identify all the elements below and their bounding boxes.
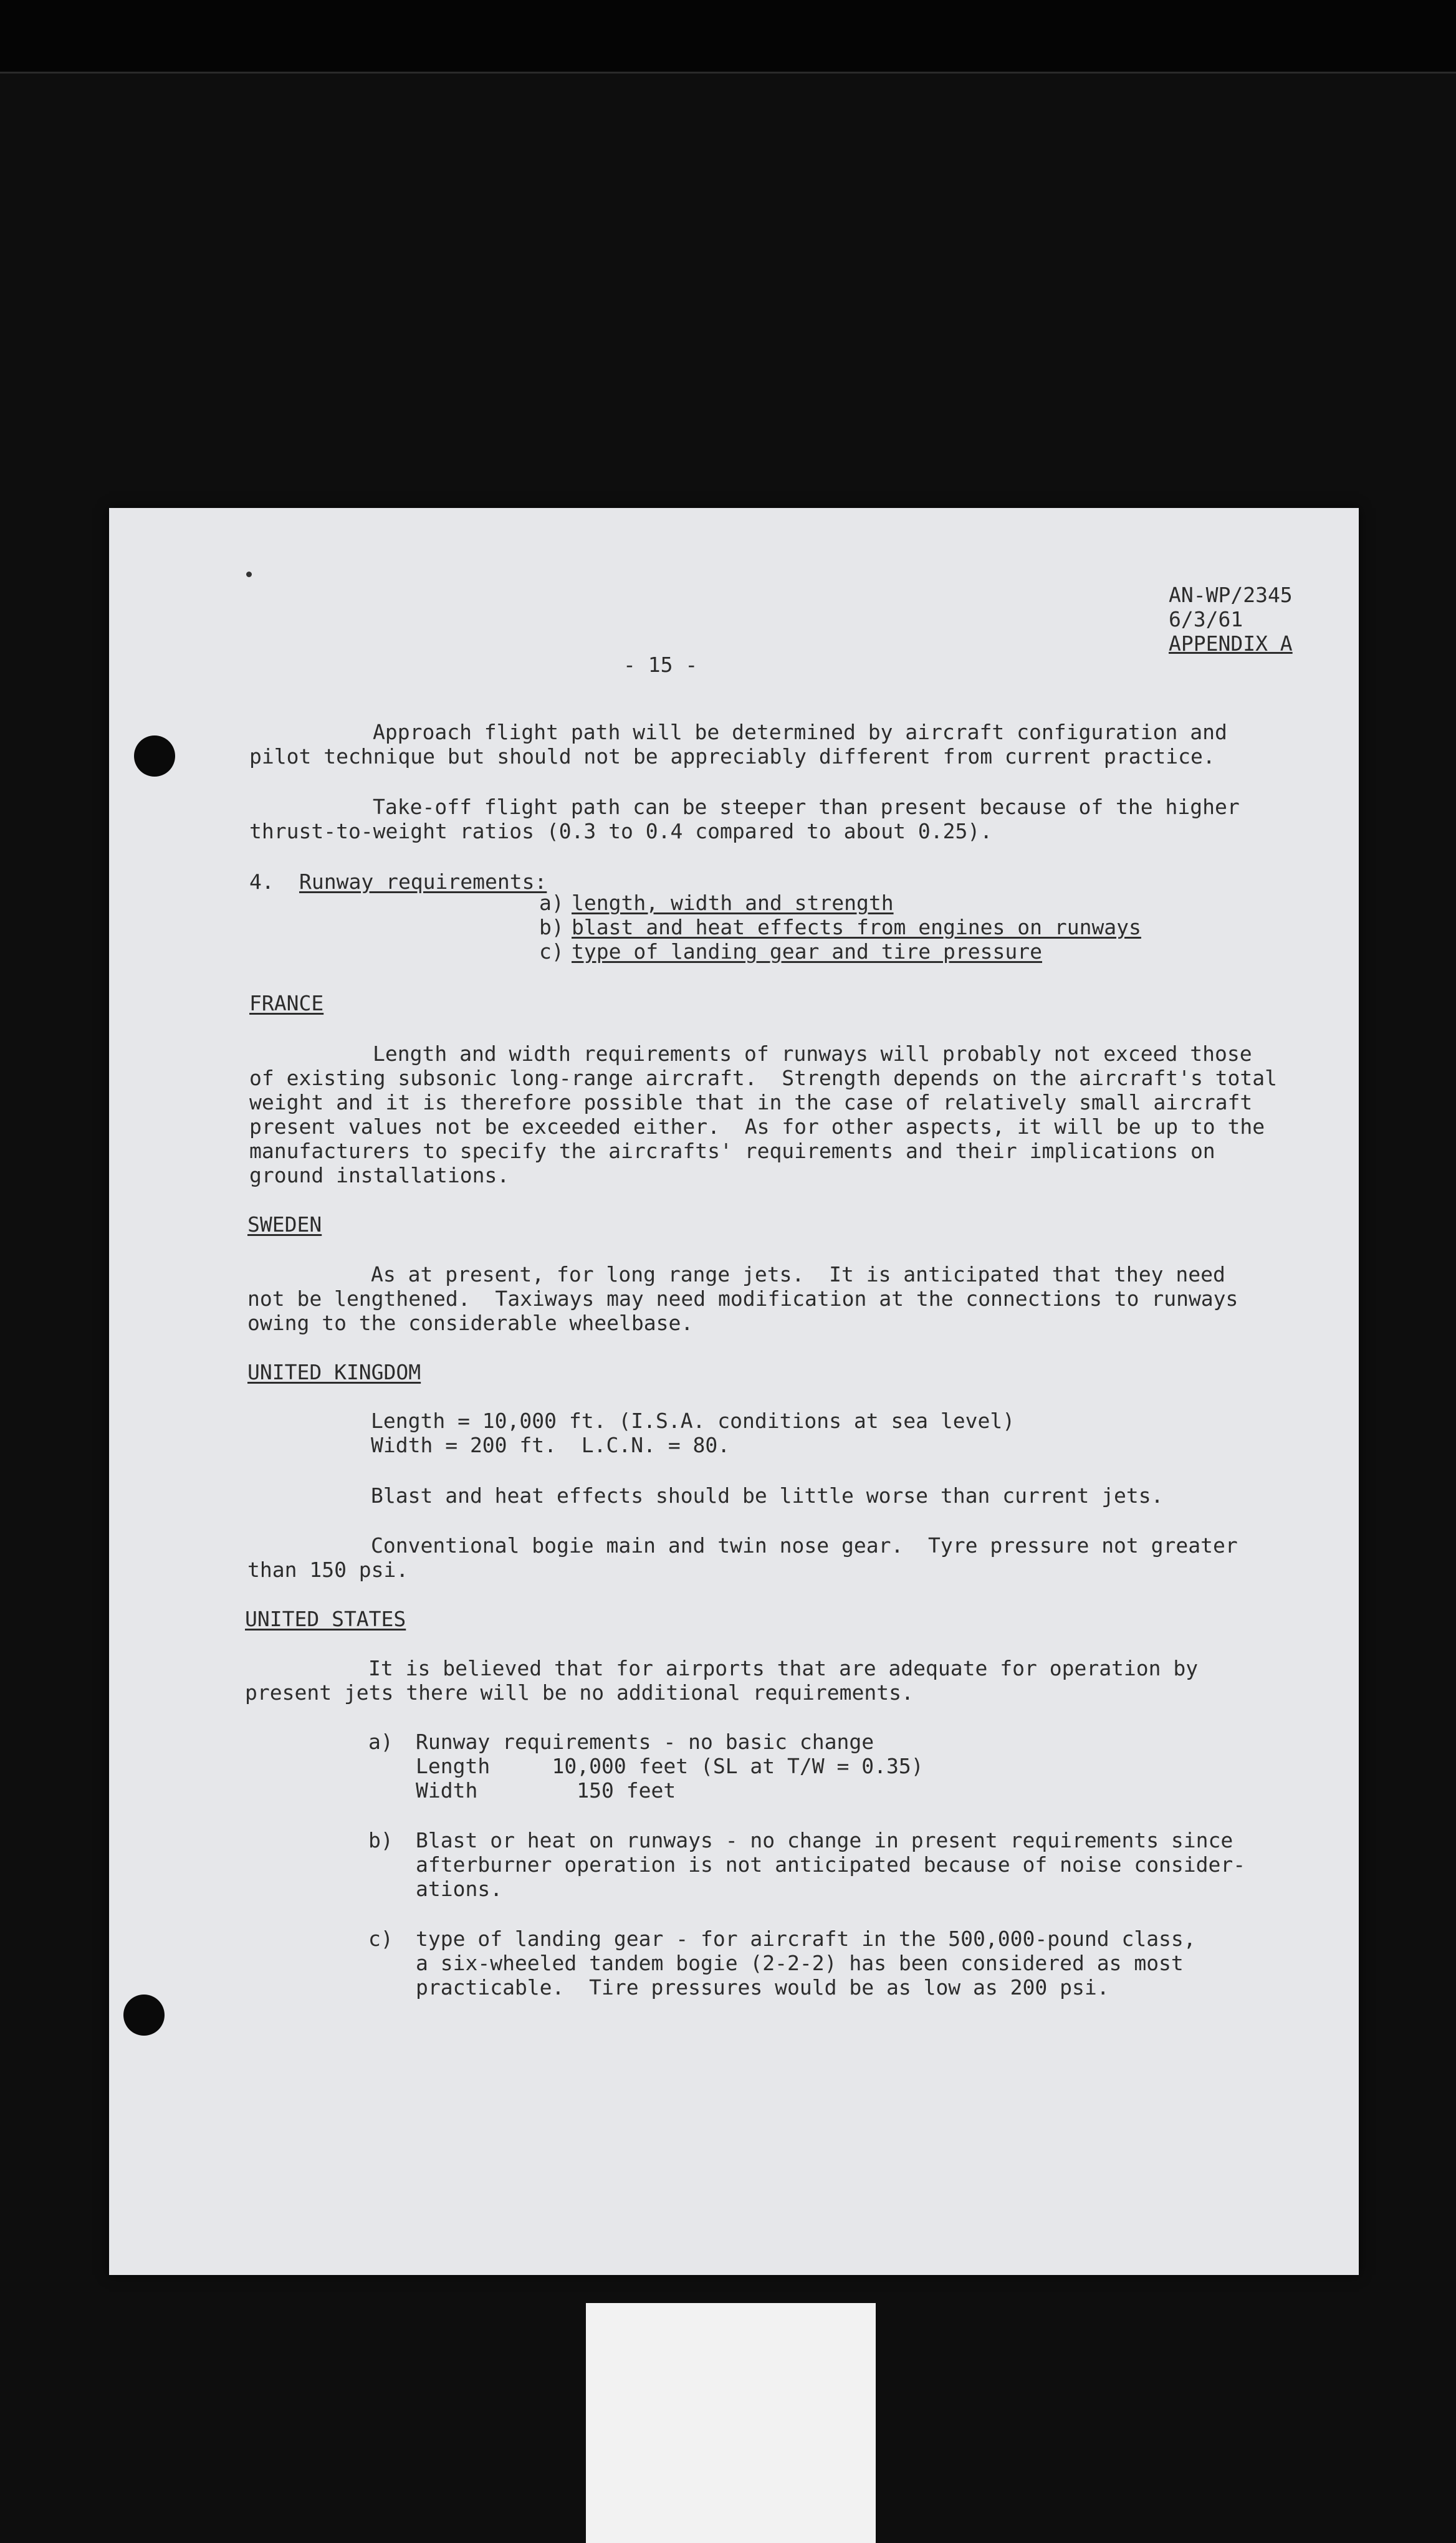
sweden-heading: SWEDEN [247, 1212, 322, 1237]
section-item-b-marker: b) [539, 915, 564, 939]
section-item-a-marker: a) [539, 891, 564, 915]
uk-gear-line1: Conventional bogie main and twin nose gear. Tyre pressure not greater [371, 1533, 1238, 1558]
us-intro-line1: It is believed that for airports that are adequate for operation by [368, 1656, 1199, 1680]
uk-gear-line2: than 150 psi. [247, 1558, 409, 1582]
document-page [109, 508, 1359, 2275]
france-line4: present values not be exceeded either. As for other aspects, it will be up to the [249, 1114, 1265, 1139]
doc-date: 6/3/61 [1169, 607, 1243, 631]
document-reference [1169, 583, 1331, 656]
us-item-b-line1: Blast or heat on runways - no change in present requirements since [416, 1828, 1233, 1852]
sweden-line3: owing to the considerable wheelbase. [247, 1311, 694, 1335]
sweden-line2: not be lengthened. Taxiways may need modification at the connections to runways [247, 1286, 1238, 1311]
us-heading: UNITED STATES [245, 1607, 406, 1631]
section-item-b-text: blast and heat effects from engines on runways [572, 915, 1141, 939]
us-item-c-line3: practicable. Tire pressures would be as low as 200 psi. [416, 1975, 1109, 1999]
punch-hole-bottom [123, 1995, 165, 2036]
approach-paragraph-line1: Approach flight path will be determined by aircraft configuration and [373, 720, 1227, 744]
takeoff-paragraph-line2: thrust-to-weight ratios (0.3 to 0.4 compared to about 0.25). [249, 819, 993, 843]
section-item-c-text: type of landing gear and tire pressure [572, 939, 1042, 964]
film-edge [0, 0, 1456, 74]
us-item-a-line3: Width 150 feet [416, 1778, 676, 1803]
france-line1: Length and width requirements of runways will probably not exceed those [373, 1042, 1252, 1066]
section-item-a-text: length, width and strength [572, 891, 894, 915]
uk-length: Length = 10,000 ft. (I.S.A. conditions at sea level) [371, 1409, 1015, 1433]
france-line6: ground installations. [249, 1163, 510, 1187]
france-line5: manufacturers to specify the aircrafts' requirements and their implications on [249, 1139, 1215, 1163]
takeoff-paragraph-line1: Take-off flight path can be steeper than present because of the higher [373, 795, 1240, 819]
us-item-a-marker: a) [368, 1730, 393, 1754]
france-heading: FRANCE [249, 991, 324, 1015]
section-item-c-marker: c) [539, 939, 564, 964]
us-item-c-marker: c) [368, 1927, 393, 1951]
us-item-c-line2: a six-wheeled tandem bogie (2-2-2) has been considered as most [416, 1951, 1184, 1975]
uk-width: Width = 200 ft. L.C.N. = 80. [371, 1433, 730, 1457]
section-number: 4. [249, 869, 274, 894]
appendix-label: APPENDIX A [1169, 631, 1293, 656]
speck [246, 572, 252, 577]
punch-hole-top [134, 735, 175, 777]
page-number: - 15 - [623, 653, 698, 677]
us-item-b-line2: afterburner operation is not anticipated because of noise consider- [416, 1852, 1246, 1877]
us-item-b-marker: b) [368, 1828, 393, 1852]
france-line2: of existing subsonic long-range aircraft. Strength depends on the aircraft's total [249, 1066, 1278, 1090]
us-item-a-line1: Runway requirements - no basic change [416, 1730, 874, 1754]
doc-number: AN-WP/2345 [1169, 583, 1293, 607]
sweden-line1: As at present, for long range jets. It is anticipated that they need [371, 1262, 1225, 1286]
us-item-b-line3: ations. [416, 1877, 503, 1901]
us-intro-line2: present jets there will be no additional requirements. [245, 1680, 914, 1705]
white-card [586, 2303, 876, 2543]
section-title: Runway requirements: [299, 869, 547, 894]
france-line3: weight and it is therefore possible that in the case of relatively small aircraft [249, 1090, 1253, 1114]
us-item-a-line2: Length 10,000 feet (SL at T/W = 0.35) [416, 1754, 924, 1778]
uk-blast: Blast and heat effects should be little worse than current jets. [371, 1483, 1164, 1508]
uk-heading: UNITED KINGDOM [247, 1360, 421, 1384]
approach-paragraph-line2: pilot technique but should not be appreciably different from current practice. [249, 744, 1215, 769]
us-item-c-line1: type of landing gear - for aircraft in the 500,000-pound class, [416, 1927, 1196, 1951]
